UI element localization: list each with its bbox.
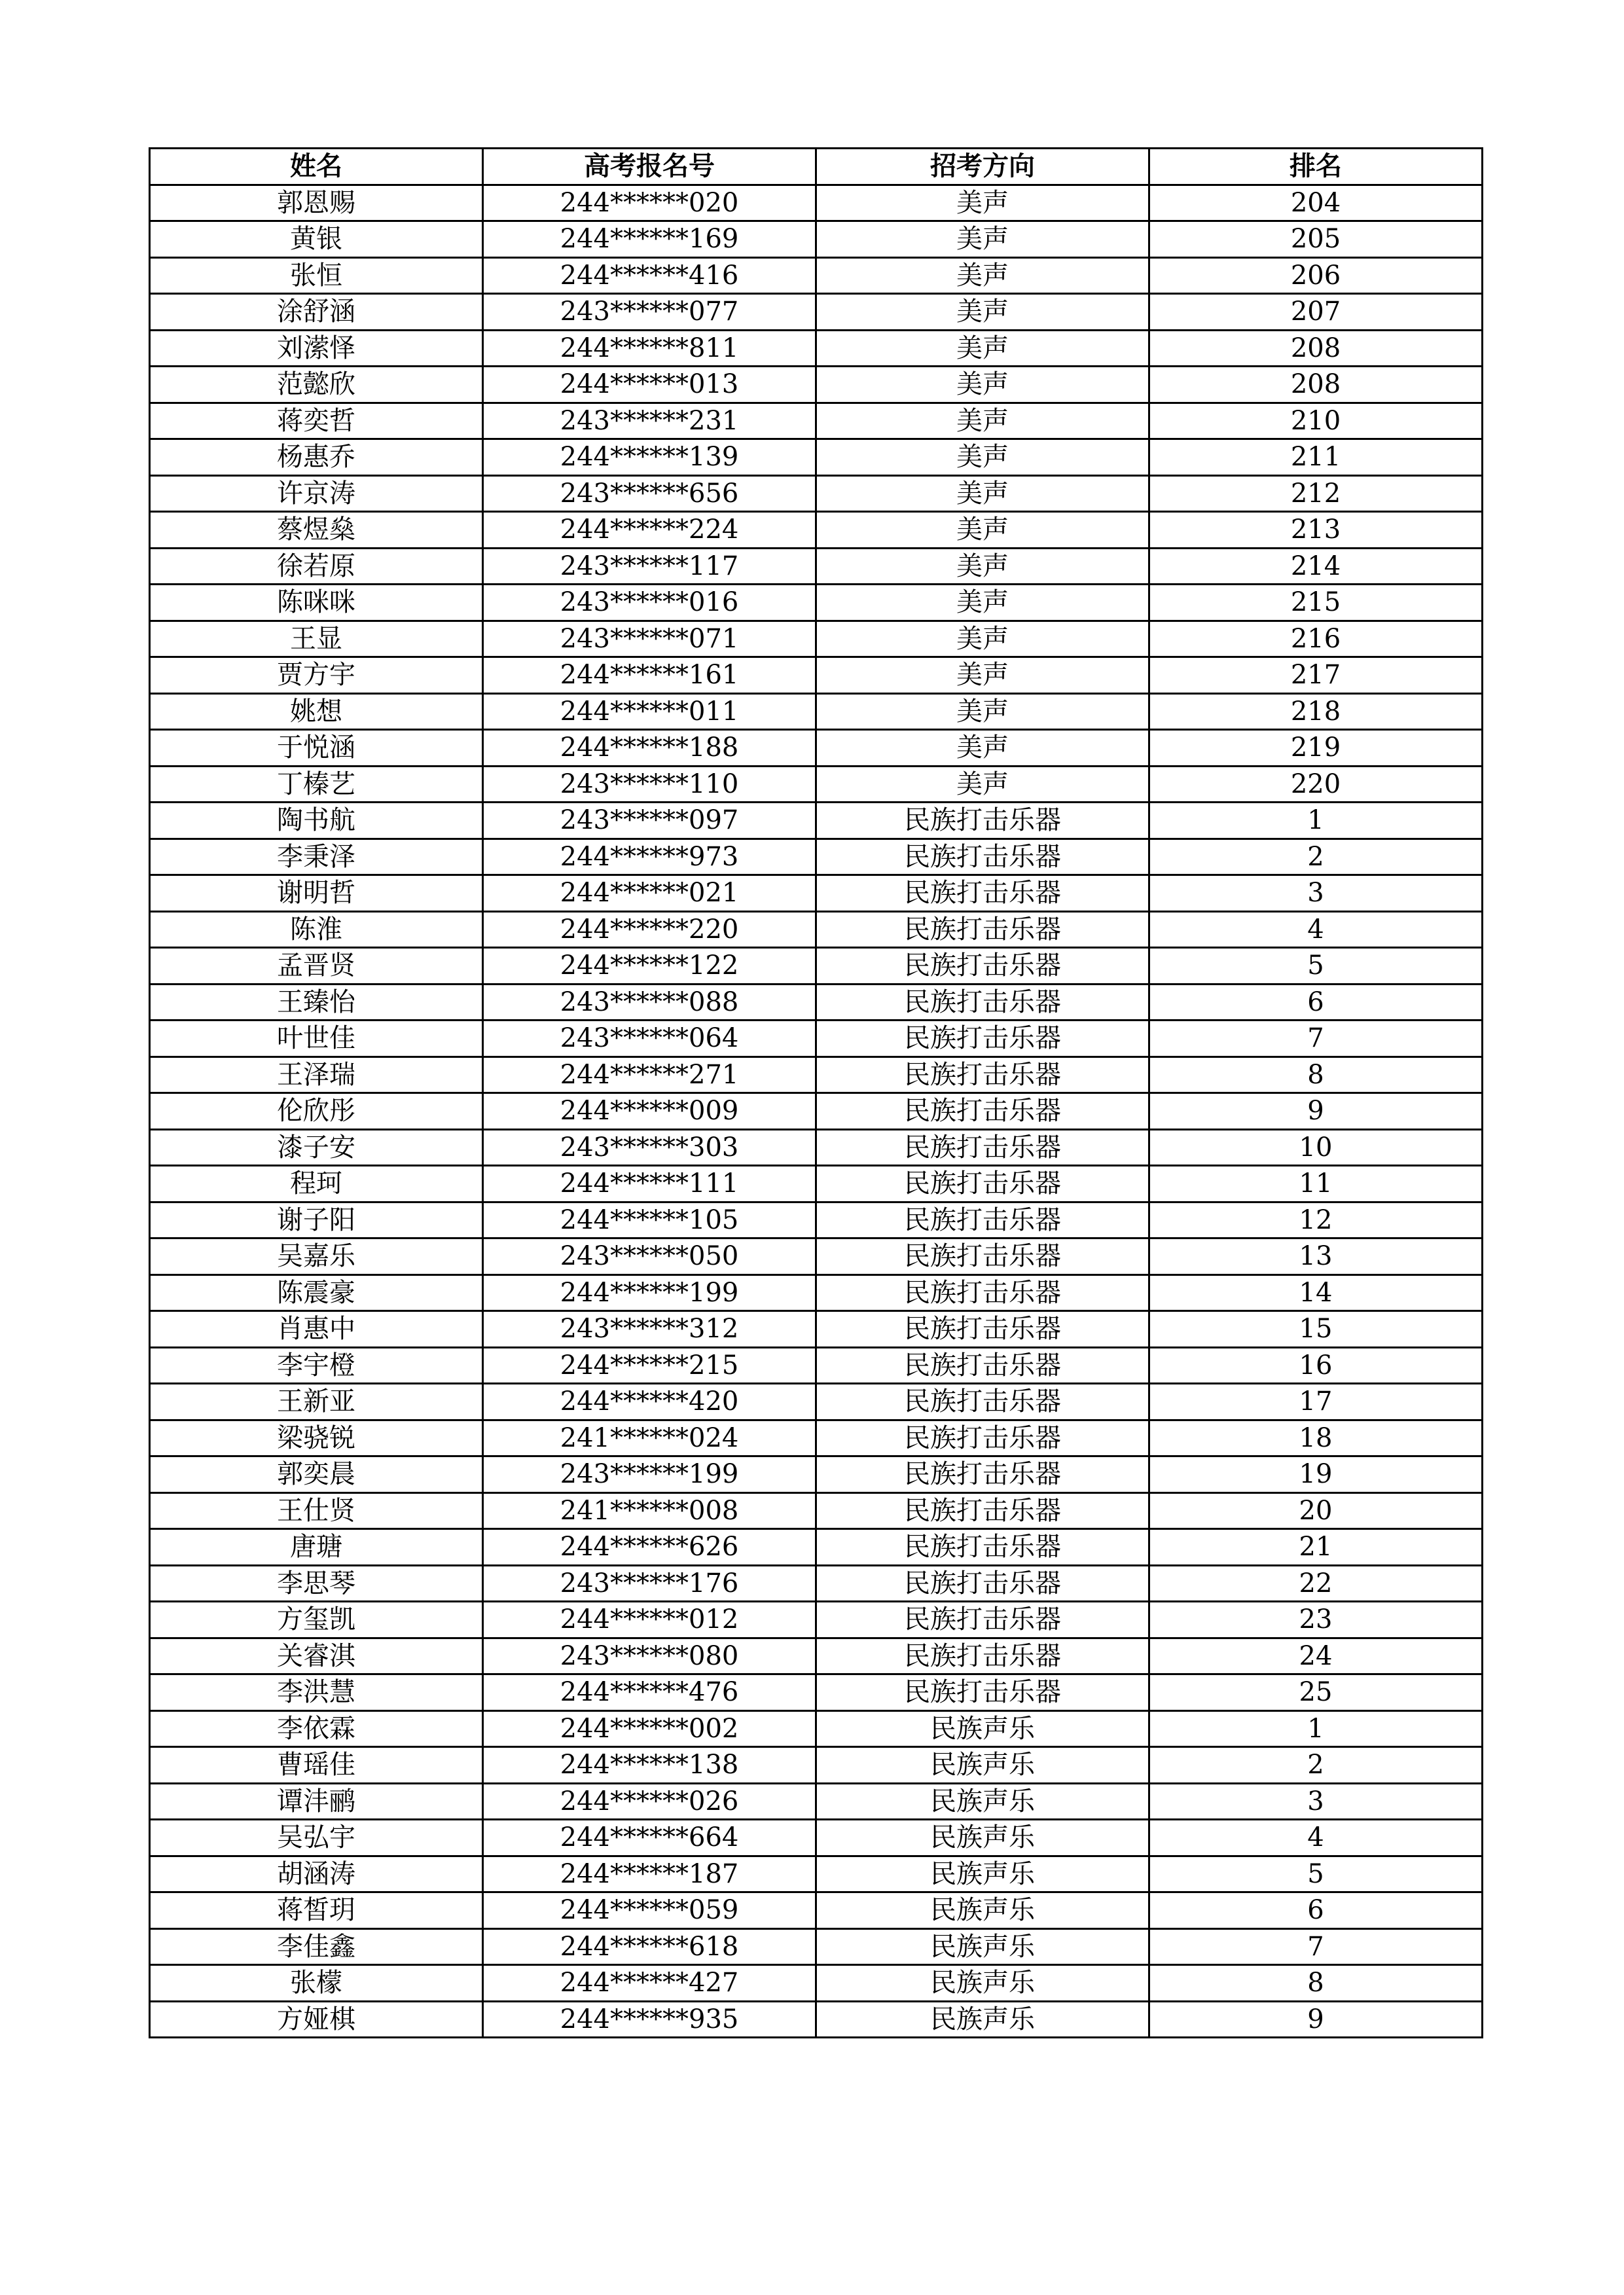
table-row: [150, 1093, 1483, 1130]
cell-direction: 民族声乐: [816, 1710, 1149, 1747]
cell-name: 陈震豪: [150, 1274, 483, 1311]
cell-exam-number: 244******271: [483, 1057, 816, 1093]
cell-exam-number: 244******169: [483, 221, 816, 258]
table-row: [150, 1892, 1483, 1929]
cell-name: 贾方宇: [150, 657, 483, 694]
table-row: [150, 1311, 1483, 1348]
cell-rank: 206: [1149, 257, 1483, 294]
cell-rank: 15: [1149, 1311, 1483, 1348]
cell-exam-number: 244******427: [483, 1965, 816, 2002]
cell-exam-number: 243******199: [483, 1456, 816, 1493]
cell-rank: 19: [1149, 1456, 1483, 1493]
cell-exam-number: 244******013: [483, 367, 816, 403]
cell-name: 范懿欣: [150, 367, 483, 403]
cell-rank: 213: [1149, 512, 1483, 549]
cell-name: 杨惠乔: [150, 439, 483, 476]
cell-exam-number: 244******224: [483, 512, 816, 549]
cell-exam-number: 243******080: [483, 1638, 816, 1674]
cell-rank: 217: [1149, 657, 1483, 694]
cell-name: 方娅棋: [150, 2001, 483, 2038]
cell-name: 李秉泽: [150, 839, 483, 875]
cell-name: 关睿淇: [150, 1638, 483, 1674]
cell-direction: 美声: [816, 693, 1149, 730]
cell-rank: 25: [1149, 1674, 1483, 1711]
cell-exam-number: 243******312: [483, 1311, 816, 1348]
cell-name: 王臻怡: [150, 984, 483, 1021]
cell-direction: 民族声乐: [816, 1820, 1149, 1856]
cell-direction: 民族打击乐器: [816, 911, 1149, 948]
table-row: [150, 439, 1483, 476]
table-header: [150, 149, 1483, 185]
table-row: [150, 911, 1483, 948]
cell-name: 孟晋贤: [150, 948, 483, 985]
cell-rank: 3: [1149, 875, 1483, 912]
cell-exam-number: 243******656: [483, 475, 816, 512]
cell-rank: 23: [1149, 1602, 1483, 1638]
cell-name: 王新亚: [150, 1384, 483, 1420]
cell-exam-number: 244******021: [483, 875, 816, 912]
cell-direction: 民族打击乐器: [816, 1238, 1149, 1275]
cell-exam-number: 244******011: [483, 693, 816, 730]
cell-exam-number: 244******059: [483, 1892, 816, 1929]
cell-name: 刘潆怿: [150, 330, 483, 367]
cell-exam-number: 244******105: [483, 1202, 816, 1238]
cell-direction: 民族打击乐器: [816, 1420, 1149, 1456]
table-row: [150, 548, 1483, 585]
table-row: [150, 875, 1483, 912]
cell-direction: 民族打击乐器: [816, 1057, 1149, 1093]
cell-exam-number: 244******009: [483, 1093, 816, 1130]
cell-rank: 6: [1149, 984, 1483, 1021]
cell-exam-number: 244******020: [483, 185, 816, 221]
cell-rank: 8: [1149, 1965, 1483, 2002]
cell-direction: 民族打击乐器: [816, 984, 1149, 1021]
cell-rank: 214: [1149, 548, 1483, 585]
cell-name: 李佳鑫: [150, 1928, 483, 1965]
table-row: [150, 766, 1483, 803]
cell-name: 郭恩赐: [150, 185, 483, 221]
cell-direction: 美声: [816, 221, 1149, 258]
cell-exam-number: 244******935: [483, 2001, 816, 2038]
table-row: [150, 621, 1483, 657]
cell-rank: 207: [1149, 294, 1483, 331]
cell-name: 吴嘉乐: [150, 1238, 483, 1275]
cell-direction: 民族打击乐器: [816, 1311, 1149, 1348]
cell-name: 蒋皙玥: [150, 1892, 483, 1929]
table-row: [150, 1674, 1483, 1711]
cell-rank: 6: [1149, 1892, 1483, 1929]
cell-rank: 5: [1149, 948, 1483, 985]
cell-exam-number: 243******176: [483, 1565, 816, 1602]
table-row: [150, 1710, 1483, 1747]
cell-name: 谢子阳: [150, 1202, 483, 1238]
cell-name: 蒋奕哲: [150, 403, 483, 439]
cell-rank: 208: [1149, 367, 1483, 403]
cell-direction: 美声: [816, 621, 1149, 657]
table-row: [150, 839, 1483, 875]
table-row: [150, 1565, 1483, 1602]
cell-name: 张檬: [150, 1965, 483, 2002]
cell-direction: 民族打击乐器: [816, 1274, 1149, 1311]
cell-name: 陈咪咪: [150, 585, 483, 621]
cell-rank: 211: [1149, 439, 1483, 476]
cell-rank: 7: [1149, 1021, 1483, 1057]
cell-exam-number: 243******097: [483, 803, 816, 839]
cell-name: 李思琴: [150, 1565, 483, 1602]
cell-rank: 216: [1149, 621, 1483, 657]
cell-exam-number: 243******077: [483, 294, 816, 331]
cell-exam-number: 244******161: [483, 657, 816, 694]
cell-rank: 12: [1149, 1202, 1483, 1238]
cell-exam-number: 244******122: [483, 948, 816, 985]
table-row: [150, 185, 1483, 221]
cell-name: 姚想: [150, 693, 483, 730]
cell-direction: 民族打击乐器: [816, 1202, 1149, 1238]
cell-exam-number: 244******618: [483, 1928, 816, 1965]
table-row: [150, 1965, 1483, 2002]
cell-rank: 16: [1149, 1347, 1483, 1384]
cell-rank: 9: [1149, 2001, 1483, 2038]
cell-exam-number: 243******071: [483, 621, 816, 657]
cell-exam-number: 244******220: [483, 911, 816, 948]
header-direction: 招考方向: [816, 149, 1149, 185]
cell-direction: 美声: [816, 185, 1149, 221]
table-row: [150, 1820, 1483, 1856]
cell-name: 王泽瑞: [150, 1057, 483, 1093]
table-row: [150, 1274, 1483, 1311]
cell-direction: 民族打击乐器: [816, 948, 1149, 985]
cell-direction: 民族打击乐器: [816, 875, 1149, 912]
table-row: [150, 1384, 1483, 1420]
cell-rank: 218: [1149, 693, 1483, 730]
cell-rank: 17: [1149, 1384, 1483, 1420]
cell-direction: 美声: [816, 475, 1149, 512]
cell-exam-number: 243******117: [483, 548, 816, 585]
table-row: [150, 1202, 1483, 1238]
cell-direction: 民族打击乐器: [816, 1456, 1149, 1493]
cell-direction: 民族声乐: [816, 1856, 1149, 1892]
table-row: [150, 294, 1483, 331]
cell-direction: 民族打击乐器: [816, 1529, 1149, 1566]
cell-direction: 民族声乐: [816, 1892, 1149, 1929]
cell-direction: 民族声乐: [816, 1928, 1149, 1965]
cell-rank: 10: [1149, 1129, 1483, 1166]
table-row: [150, 1928, 1483, 1965]
table-row: [150, 1021, 1483, 1057]
cell-rank: 11: [1149, 1166, 1483, 1202]
cell-direction: 民族打击乐器: [816, 1638, 1149, 1674]
table-row: [150, 984, 1483, 1021]
cell-name: 郭奕晨: [150, 1456, 483, 1493]
cell-direction: 美声: [816, 512, 1149, 549]
table-row: [150, 1420, 1483, 1456]
cell-exam-number: 244******811: [483, 330, 816, 367]
cell-direction: 民族打击乐器: [816, 1347, 1149, 1384]
cell-direction: 民族声乐: [816, 1783, 1149, 1820]
header-exam-number: 高考报名号: [483, 149, 816, 185]
cell-direction: 民族声乐: [816, 1965, 1149, 2002]
table-row: [150, 2001, 1483, 2038]
table-row: [150, 948, 1483, 985]
cell-name: 唐瑭: [150, 1529, 483, 1566]
cell-direction: 美声: [816, 294, 1149, 331]
table-row: [150, 1747, 1483, 1784]
cell-name: 漆子安: [150, 1129, 483, 1166]
table-row: [150, 1638, 1483, 1674]
header-name: 姓名: [150, 149, 483, 185]
cell-name: 许京涛: [150, 475, 483, 512]
cell-rank: 219: [1149, 730, 1483, 767]
cell-name: 谢明哲: [150, 875, 483, 912]
cell-exam-number: 244******626: [483, 1529, 816, 1566]
cell-rank: 212: [1149, 475, 1483, 512]
cell-name: 曹瑶佳: [150, 1747, 483, 1784]
cell-rank: 215: [1149, 585, 1483, 621]
cell-direction: 美声: [816, 439, 1149, 476]
cell-name: 陶书航: [150, 803, 483, 839]
cell-exam-number: 244******420: [483, 1384, 816, 1420]
header-rank: 排名: [1149, 149, 1483, 185]
cell-direction: 民族打击乐器: [816, 1565, 1149, 1602]
cell-direction: 美声: [816, 367, 1149, 403]
table-row: [150, 1602, 1483, 1638]
table-row: [150, 585, 1483, 621]
cell-name: 丁榛艺: [150, 766, 483, 803]
table-row: [150, 803, 1483, 839]
cell-rank: 21: [1149, 1529, 1483, 1566]
cell-rank: 3: [1149, 1783, 1483, 1820]
cell-name: 徐若原: [150, 548, 483, 585]
cell-exam-number: 244******138: [483, 1747, 816, 1784]
cell-direction: 民族声乐: [816, 1747, 1149, 1784]
cell-direction: 美声: [816, 330, 1149, 367]
table-body: [150, 185, 1483, 2038]
cell-exam-number: 244******139: [483, 439, 816, 476]
table-row: [150, 1238, 1483, 1275]
cell-direction: 民族声乐: [816, 2001, 1149, 2038]
cell-rank: 205: [1149, 221, 1483, 258]
table-row: [150, 1783, 1483, 1820]
cell-rank: 2: [1149, 839, 1483, 875]
cell-direction: 美声: [816, 585, 1149, 621]
cell-exam-number: 244******188: [483, 730, 816, 767]
cell-direction: 民族打击乐器: [816, 803, 1149, 839]
cell-rank: 18: [1149, 1420, 1483, 1456]
cell-exam-number: 243******064: [483, 1021, 816, 1057]
table-row: [150, 1057, 1483, 1093]
cell-name: 伦欣彤: [150, 1093, 483, 1130]
cell-name: 陈淮: [150, 911, 483, 948]
cell-name: 肖惠中: [150, 1311, 483, 1348]
cell-rank: 1: [1149, 1710, 1483, 1747]
cell-direction: 美声: [816, 766, 1149, 803]
table-row: [150, 367, 1483, 403]
cell-exam-number: 241******024: [483, 1420, 816, 1456]
cell-name: 程珂: [150, 1166, 483, 1202]
cell-exam-number: 244******026: [483, 1783, 816, 1820]
table-row: [150, 1347, 1483, 1384]
cell-name: 李宇橙: [150, 1347, 483, 1384]
cell-exam-number: 244******215: [483, 1347, 816, 1384]
cell-rank: 9: [1149, 1093, 1483, 1130]
cell-direction: 民族打击乐器: [816, 1129, 1149, 1166]
table-row: [150, 1529, 1483, 1566]
cell-exam-number: 244******664: [483, 1820, 816, 1856]
cell-exam-number: 244******111: [483, 1166, 816, 1202]
table-row: [150, 257, 1483, 294]
table-row: [150, 657, 1483, 694]
cell-direction: 美声: [816, 657, 1149, 694]
cell-name: 谭沣鹂: [150, 1783, 483, 1820]
table-row: [150, 403, 1483, 439]
cell-name: 张恒: [150, 257, 483, 294]
cell-exam-number: 244******476: [483, 1674, 816, 1711]
cell-direction: 民族打击乐器: [816, 1166, 1149, 1202]
cell-rank: 4: [1149, 911, 1483, 948]
cell-rank: 204: [1149, 185, 1483, 221]
cell-rank: 22: [1149, 1565, 1483, 1602]
cell-direction: 民族打击乐器: [816, 1021, 1149, 1057]
cell-direction: 民族打击乐器: [816, 1492, 1149, 1529]
cell-rank: 13: [1149, 1238, 1483, 1275]
table-row: [150, 1456, 1483, 1493]
cell-direction: 美声: [816, 730, 1149, 767]
cell-direction: 美声: [816, 548, 1149, 585]
cell-exam-number: 244******973: [483, 839, 816, 875]
table-row: [150, 330, 1483, 367]
cell-exam-number: 244******012: [483, 1602, 816, 1638]
cell-direction: 民族打击乐器: [816, 1602, 1149, 1638]
cell-name: 吴弘宇: [150, 1820, 483, 1856]
cell-rank: 8: [1149, 1057, 1483, 1093]
cell-name: 王仕贤: [150, 1492, 483, 1529]
cell-name: 叶世佳: [150, 1021, 483, 1057]
admission-ranking-table: [149, 147, 1483, 2038]
cell-exam-number: 241******008: [483, 1492, 816, 1529]
header-row: [150, 149, 1483, 185]
cell-rank: 2: [1149, 1747, 1483, 1784]
cell-direction: 美声: [816, 257, 1149, 294]
table-row: [150, 1856, 1483, 1892]
cell-exam-number: 243******016: [483, 585, 816, 621]
cell-name: 涂舒涵: [150, 294, 483, 331]
table-row: [150, 512, 1483, 549]
cell-exam-number: 244******187: [483, 1856, 816, 1892]
cell-exam-number: 244******002: [483, 1710, 816, 1747]
cell-direction: 民族打击乐器: [816, 1674, 1149, 1711]
cell-name: 李洪慧: [150, 1674, 483, 1711]
cell-direction: 民族打击乐器: [816, 1384, 1149, 1420]
cell-name: 王显: [150, 621, 483, 657]
cell-rank: 14: [1149, 1274, 1483, 1311]
cell-exam-number: 244******416: [483, 257, 816, 294]
cell-rank: 20: [1149, 1492, 1483, 1529]
cell-rank: 4: [1149, 1820, 1483, 1856]
cell-exam-number: 243******088: [483, 984, 816, 1021]
table-row: [150, 221, 1483, 258]
cell-name: 黄银: [150, 221, 483, 258]
cell-rank: 220: [1149, 766, 1483, 803]
cell-direction: 民族打击乐器: [816, 839, 1149, 875]
cell-name: 方玺凯: [150, 1602, 483, 1638]
cell-name: 李依霖: [150, 1710, 483, 1747]
cell-rank: 24: [1149, 1638, 1483, 1674]
cell-exam-number: 244******199: [483, 1274, 816, 1311]
cell-exam-number: 243******110: [483, 766, 816, 803]
cell-direction: 美声: [816, 403, 1149, 439]
cell-direction: 民族打击乐器: [816, 1093, 1149, 1130]
cell-rank: 1: [1149, 803, 1483, 839]
cell-rank: 5: [1149, 1856, 1483, 1892]
cell-name: 胡涵涛: [150, 1856, 483, 1892]
table-row: [150, 1492, 1483, 1529]
cell-rank: 208: [1149, 330, 1483, 367]
table-row: [150, 730, 1483, 767]
table-row: [150, 1129, 1483, 1166]
table-row: [150, 1166, 1483, 1202]
cell-rank: 7: [1149, 1928, 1483, 1965]
cell-name: 蔡煜燊: [150, 512, 483, 549]
cell-rank: 210: [1149, 403, 1483, 439]
table-row: [150, 693, 1483, 730]
cell-name: 于悦涵: [150, 730, 483, 767]
cell-exam-number: 243******050: [483, 1238, 816, 1275]
cell-name: 梁骁锐: [150, 1420, 483, 1456]
table-row: [150, 475, 1483, 512]
cell-exam-number: 243******303: [483, 1129, 816, 1166]
cell-exam-number: 243******231: [483, 403, 816, 439]
